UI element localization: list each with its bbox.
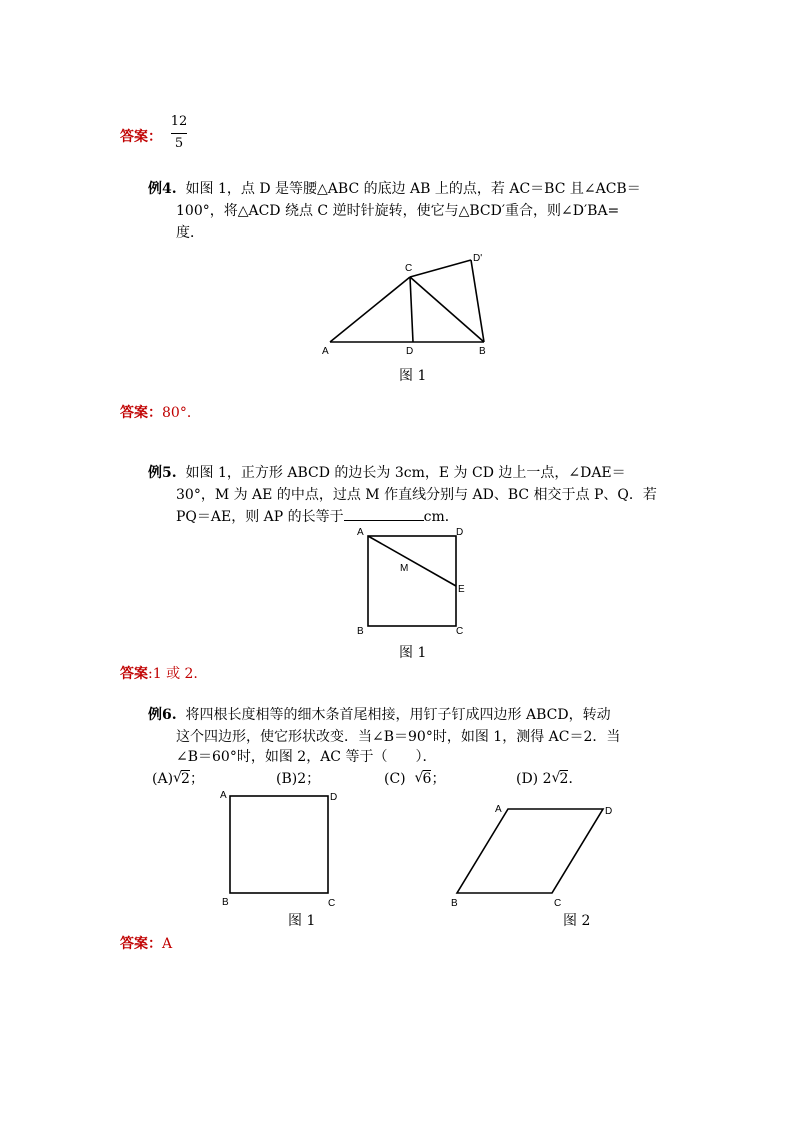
rhombus-abcd	[457, 809, 603, 893]
option-c	[384, 768, 445, 790]
option-b: (B)2；	[276, 771, 321, 787]
segment-cb	[410, 277, 484, 342]
fraction-numerator: 12	[170, 114, 188, 129]
example-4-answer	[120, 402, 201, 422]
example-6-text-3: ∠B＝60°时，如图 2，AC 等于（ ）．	[176, 749, 437, 765]
square-abcd	[230, 796, 328, 893]
point-label-d: D	[406, 346, 414, 357]
example-5-unit: cm．	[423, 509, 459, 525]
answer-value-ex6: A	[162, 936, 173, 952]
fraction-denominator: 5	[174, 136, 184, 151]
option-d	[516, 768, 582, 790]
example-6-label: 例6.	[148, 707, 177, 723]
sqrt-symbol	[415, 768, 432, 790]
point-label-b: B	[357, 626, 364, 637]
example-6-line-1	[148, 704, 611, 726]
answer-value-ex4: 80°．	[162, 405, 201, 421]
segment-dpb	[471, 260, 484, 342]
example-4-line-1	[148, 178, 641, 200]
example-4-text-1: 如图 1，点 D 是等腰△ABC 的底边 AB 上的点，若 AC＝BC 且∠ACB＝	[185, 181, 641, 197]
example-4-figure	[320, 250, 500, 362]
point-label-a: A	[220, 790, 227, 801]
answer-label-ex4: 答案：	[120, 405, 162, 421]
option-a-radicand: 2	[181, 771, 190, 787]
segment-cdp	[410, 260, 471, 277]
point-label-a: A	[322, 346, 329, 357]
example-6-figure-2	[448, 800, 618, 910]
option-d-sep: ．	[568, 771, 583, 787]
point-label-c: C	[405, 263, 413, 274]
fraction-bar	[171, 133, 187, 134]
point-label-d-prime: D'	[473, 253, 483, 264]
example-6-caption-1: 图 1	[288, 913, 316, 929]
example-5-text-3: PQ＝AE，则 AP 的长等于	[176, 509, 344, 525]
answer-value-ex5: :1 或 2.	[148, 666, 198, 682]
option-c-label: (C)	[384, 771, 406, 787]
point-label-a: A	[357, 527, 364, 538]
point-label-d: D	[330, 792, 338, 803]
point-label-a: A	[495, 804, 502, 815]
example-4-text-3: 度．	[176, 225, 204, 241]
option-c-sep: ；	[431, 771, 446, 787]
point-label-c: C	[554, 898, 562, 909]
answer-label-ex6: 答案：	[120, 936, 162, 952]
answer-blank	[344, 506, 424, 521]
example-4-caption: 图 1	[399, 368, 427, 384]
point-label-c: C	[456, 626, 464, 637]
example-5-line-1	[148, 462, 626, 484]
segment-ae	[368, 536, 456, 586]
example-4-label: 例4.	[148, 181, 177, 197]
sqrt-symbol	[552, 768, 569, 790]
example-6-text-2: 这个四边形，使它形状改变．当∠B＝90°时，如图 1，测得 AC＝2．当	[176, 729, 621, 745]
point-label-d: D	[456, 527, 464, 538]
option-c-radicand: 6	[422, 771, 432, 787]
example-6-figure-1	[218, 788, 348, 908]
option-d-label: (D) 2	[516, 771, 552, 787]
point-label-d: D	[605, 806, 613, 817]
example-4-text-2: 100°，将△ACD 绕点 C 逆时针旋转，使它与△BCD′重合，则∠D′BA=	[176, 203, 620, 219]
option-d-radicand: 2	[559, 771, 569, 787]
example-6-text-1: 将四根长度相等的细木条首尾相接，用钉子钉成四边形 ABCD，转动	[185, 707, 611, 723]
option-a-label: (A)	[152, 771, 174, 787]
square-abcd	[368, 536, 456, 626]
sqrt-symbol	[173, 768, 190, 790]
example-5-answer	[120, 663, 198, 683]
answer-label-ex3: 答案：	[120, 129, 162, 145]
point-label-m: M	[400, 563, 409, 574]
segment-cd	[410, 277, 413, 342]
point-label-e: E	[458, 584, 465, 595]
example-5-text-2: 30°，M 为 AE 的中点，过点 M 作直线分别与 AD、BC 相交于点 P、Q．若	[176, 487, 657, 503]
point-label-b: B	[222, 897, 229, 908]
example-5-text-1: 如图 1，正方形 ABCD 的边长为 3cm，E 为 CD 边上一点，∠DAE＝	[185, 465, 626, 481]
point-label-b: B	[451, 898, 458, 909]
option-a	[152, 768, 204, 790]
point-label-c: C	[328, 898, 336, 908]
option-a-sep: ；	[189, 771, 204, 787]
example-5-label: 例5.	[148, 465, 177, 481]
example-5-caption: 图 1	[399, 645, 427, 661]
example-6-answer	[120, 933, 172, 953]
answer-label-ex5: 答案	[120, 666, 148, 682]
point-label-b: B	[479, 346, 486, 357]
segment-ac	[330, 277, 410, 342]
example-5-figure	[352, 524, 472, 640]
example-6-caption-2: 图 2	[563, 913, 591, 929]
